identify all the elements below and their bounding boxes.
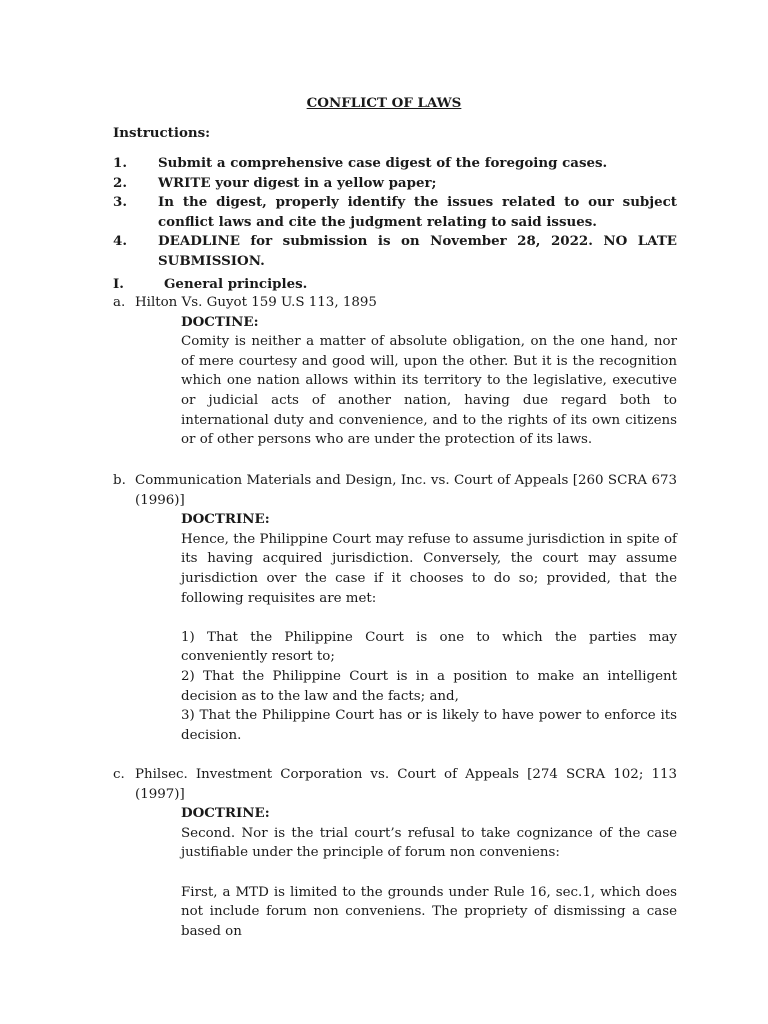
doctrine-paragraph: Comity is neither a matter of absolute obligation, on the one hand, nor of mere courtesy and good will, upon the other. But it is the recognition which one nation allows within its territory to the legislative, executive or judicial acts of another nation, having due regard both to international duty and convenience, and to the rights of its own citizens or of other persons who are under the protection of its laws. — [181, 334, 677, 448]
case-title: Philsec. Investment Corporation vs. Court of Appeals [274 SCRA 102; 113 (1997)] — [135, 767, 677, 802]
requisite-item: 1) That the Philippine Court is one to which the parties may conveniently resort to; — [181, 629, 677, 665]
case-letter: b. — [113, 473, 126, 488]
instruction-item — [113, 154, 677, 174]
instruction-number: 3. — [113, 194, 127, 211]
instruction-number: 4. — [113, 233, 127, 250]
paragraph-spacer — [181, 863, 677, 883]
instruction-text: DEADLINE for submission is on November 28, 2022. NO LATE SUBMISSION. — [158, 233, 677, 269]
requisite-item: 3) That the Philippine Court has or is likely to have power to enforce its decision. — [181, 708, 677, 743]
instructions-list — [113, 154, 677, 272]
case-entry — [113, 765, 677, 941]
instruction-number: 1. — [113, 155, 127, 171]
doctrine-block — [181, 510, 677, 745]
doctrine-paragraph: First, a MTD is limited to the grounds under Rule 16, sec.1, which does not include forum non conveniens. The propriety of dismissing a case based on — [181, 884, 677, 939]
instruction-text: WRITE your digest in a yellow paper; — [158, 174, 437, 191]
instruction-text: In the digest, properly identify the issues related to our subject conflict laws and cite the judgment relating to said issues. — [158, 194, 677, 230]
doctrine-block — [181, 804, 677, 941]
case-letter: a. — [113, 295, 126, 310]
case-heading — [113, 765, 677, 804]
paragraph-spacer — [181, 608, 677, 628]
section-title: General principles. — [164, 276, 308, 292]
case-entry — [113, 471, 677, 745]
section-number: I. — [113, 276, 124, 292]
doctrine-paragraph: Hence, the Philippine Court may refuse to assume jurisdiction in spite of its having acquired jurisdiction. Conversely, the court may assume jurisdiction over the case if it chooses to do so; provided, that the following requisites are met: — [181, 531, 677, 606]
case-entry — [113, 293, 677, 450]
requisite-item: 2) That the Philippine Court is in a position to make an intelligent decision as to the law and the facts; and, — [181, 668, 677, 704]
case-title: Communication Materials and Design, Inc. vs. Court of Appeals [260 SCRA 673 (1996)] — [135, 473, 677, 508]
instructions-heading: Instructions: — [113, 125, 211, 141]
doctrine-label: DOCTINE: — [181, 313, 259, 330]
instruction-item — [113, 232, 677, 271]
doctrine-label: DOCTRINE: — [181, 805, 270, 822]
doctrine-label: DOCTRINE: — [181, 511, 270, 528]
instruction-number: 2. — [113, 174, 127, 191]
case-heading — [113, 471, 677, 510]
instruction-item — [113, 193, 677, 232]
instruction-text: Submit a comprehensive case digest of the foregoing cases. — [158, 155, 608, 171]
doctrine-block — [181, 313, 677, 450]
doctrine-paragraph: Second. Nor is the trial court’s refusal to take cognizance of the case justifiable under the principle of forum non conveniens: — [181, 825, 677, 861]
page-title: CONFLICT OF LAWS — [306, 95, 462, 111]
section-heading — [113, 275, 307, 295]
case-title: Hilton Vs. Guyot 159 U.S 113, 1895 — [135, 295, 377, 310]
case-letter: c. — [113, 767, 125, 782]
instruction-item — [113, 174, 677, 194]
case-heading — [113, 293, 677, 313]
